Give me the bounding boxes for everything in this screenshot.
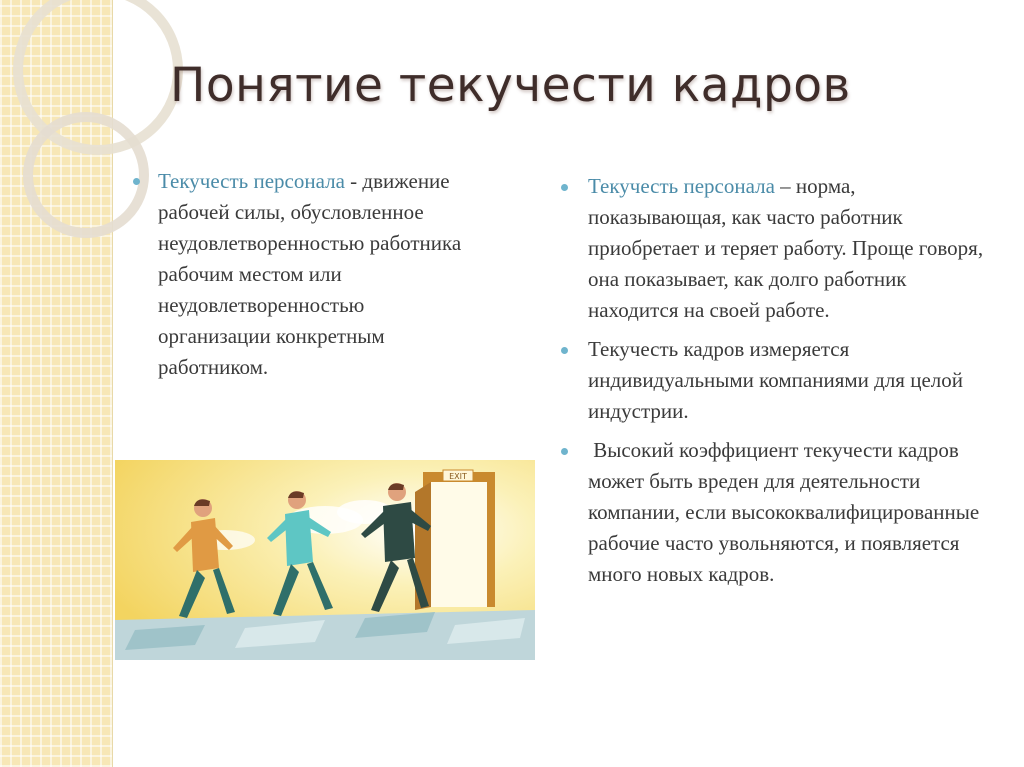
term-text: Текучесть персонала <box>588 174 775 198</box>
bullet-measurement: Текучесть кадров измеряется индивидуальными компаниями для целой индустрии. <box>588 337 963 423</box>
bullet-dot <box>561 347 568 354</box>
illustration-people-exit <box>115 460 535 660</box>
exit-sign-text: EXIT <box>449 472 467 481</box>
bullet-dot <box>561 448 568 455</box>
bullet-high-coefficient: Высокий коэффициент текучести кадров может быть вреден для деятельности компании, если высококвалифицированные рабочие часто увольняются, и появляется много новых кадров. <box>588 438 985 586</box>
definition-text: движение рабочей силы, обусловленное неудовлетворенностью работника рабочим местом или неудовлетворенностью организации конкретным работником. <box>158 169 462 379</box>
exit-door-opening <box>431 482 487 607</box>
bullet-definition-right <box>588 171 998 326</box>
page-title: Понятие текучести кадров <box>170 58 851 113</box>
definition-text: норма, показывающая, как часто работник приобретает и теряет работу. Проще говоря, она показывает, как долго работник находится на своей работе. <box>588 174 984 322</box>
decorative-ring-1 <box>18 0 178 150</box>
bullet-definition-left <box>158 166 478 383</box>
term-text: Текучесть персонала <box>158 169 345 193</box>
decorative-ring-2 <box>28 117 144 233</box>
bullet-dot <box>133 178 140 185</box>
bullet-dot <box>561 184 568 191</box>
separator-text: – <box>774 174 796 198</box>
separator-text: - <box>344 169 363 193</box>
